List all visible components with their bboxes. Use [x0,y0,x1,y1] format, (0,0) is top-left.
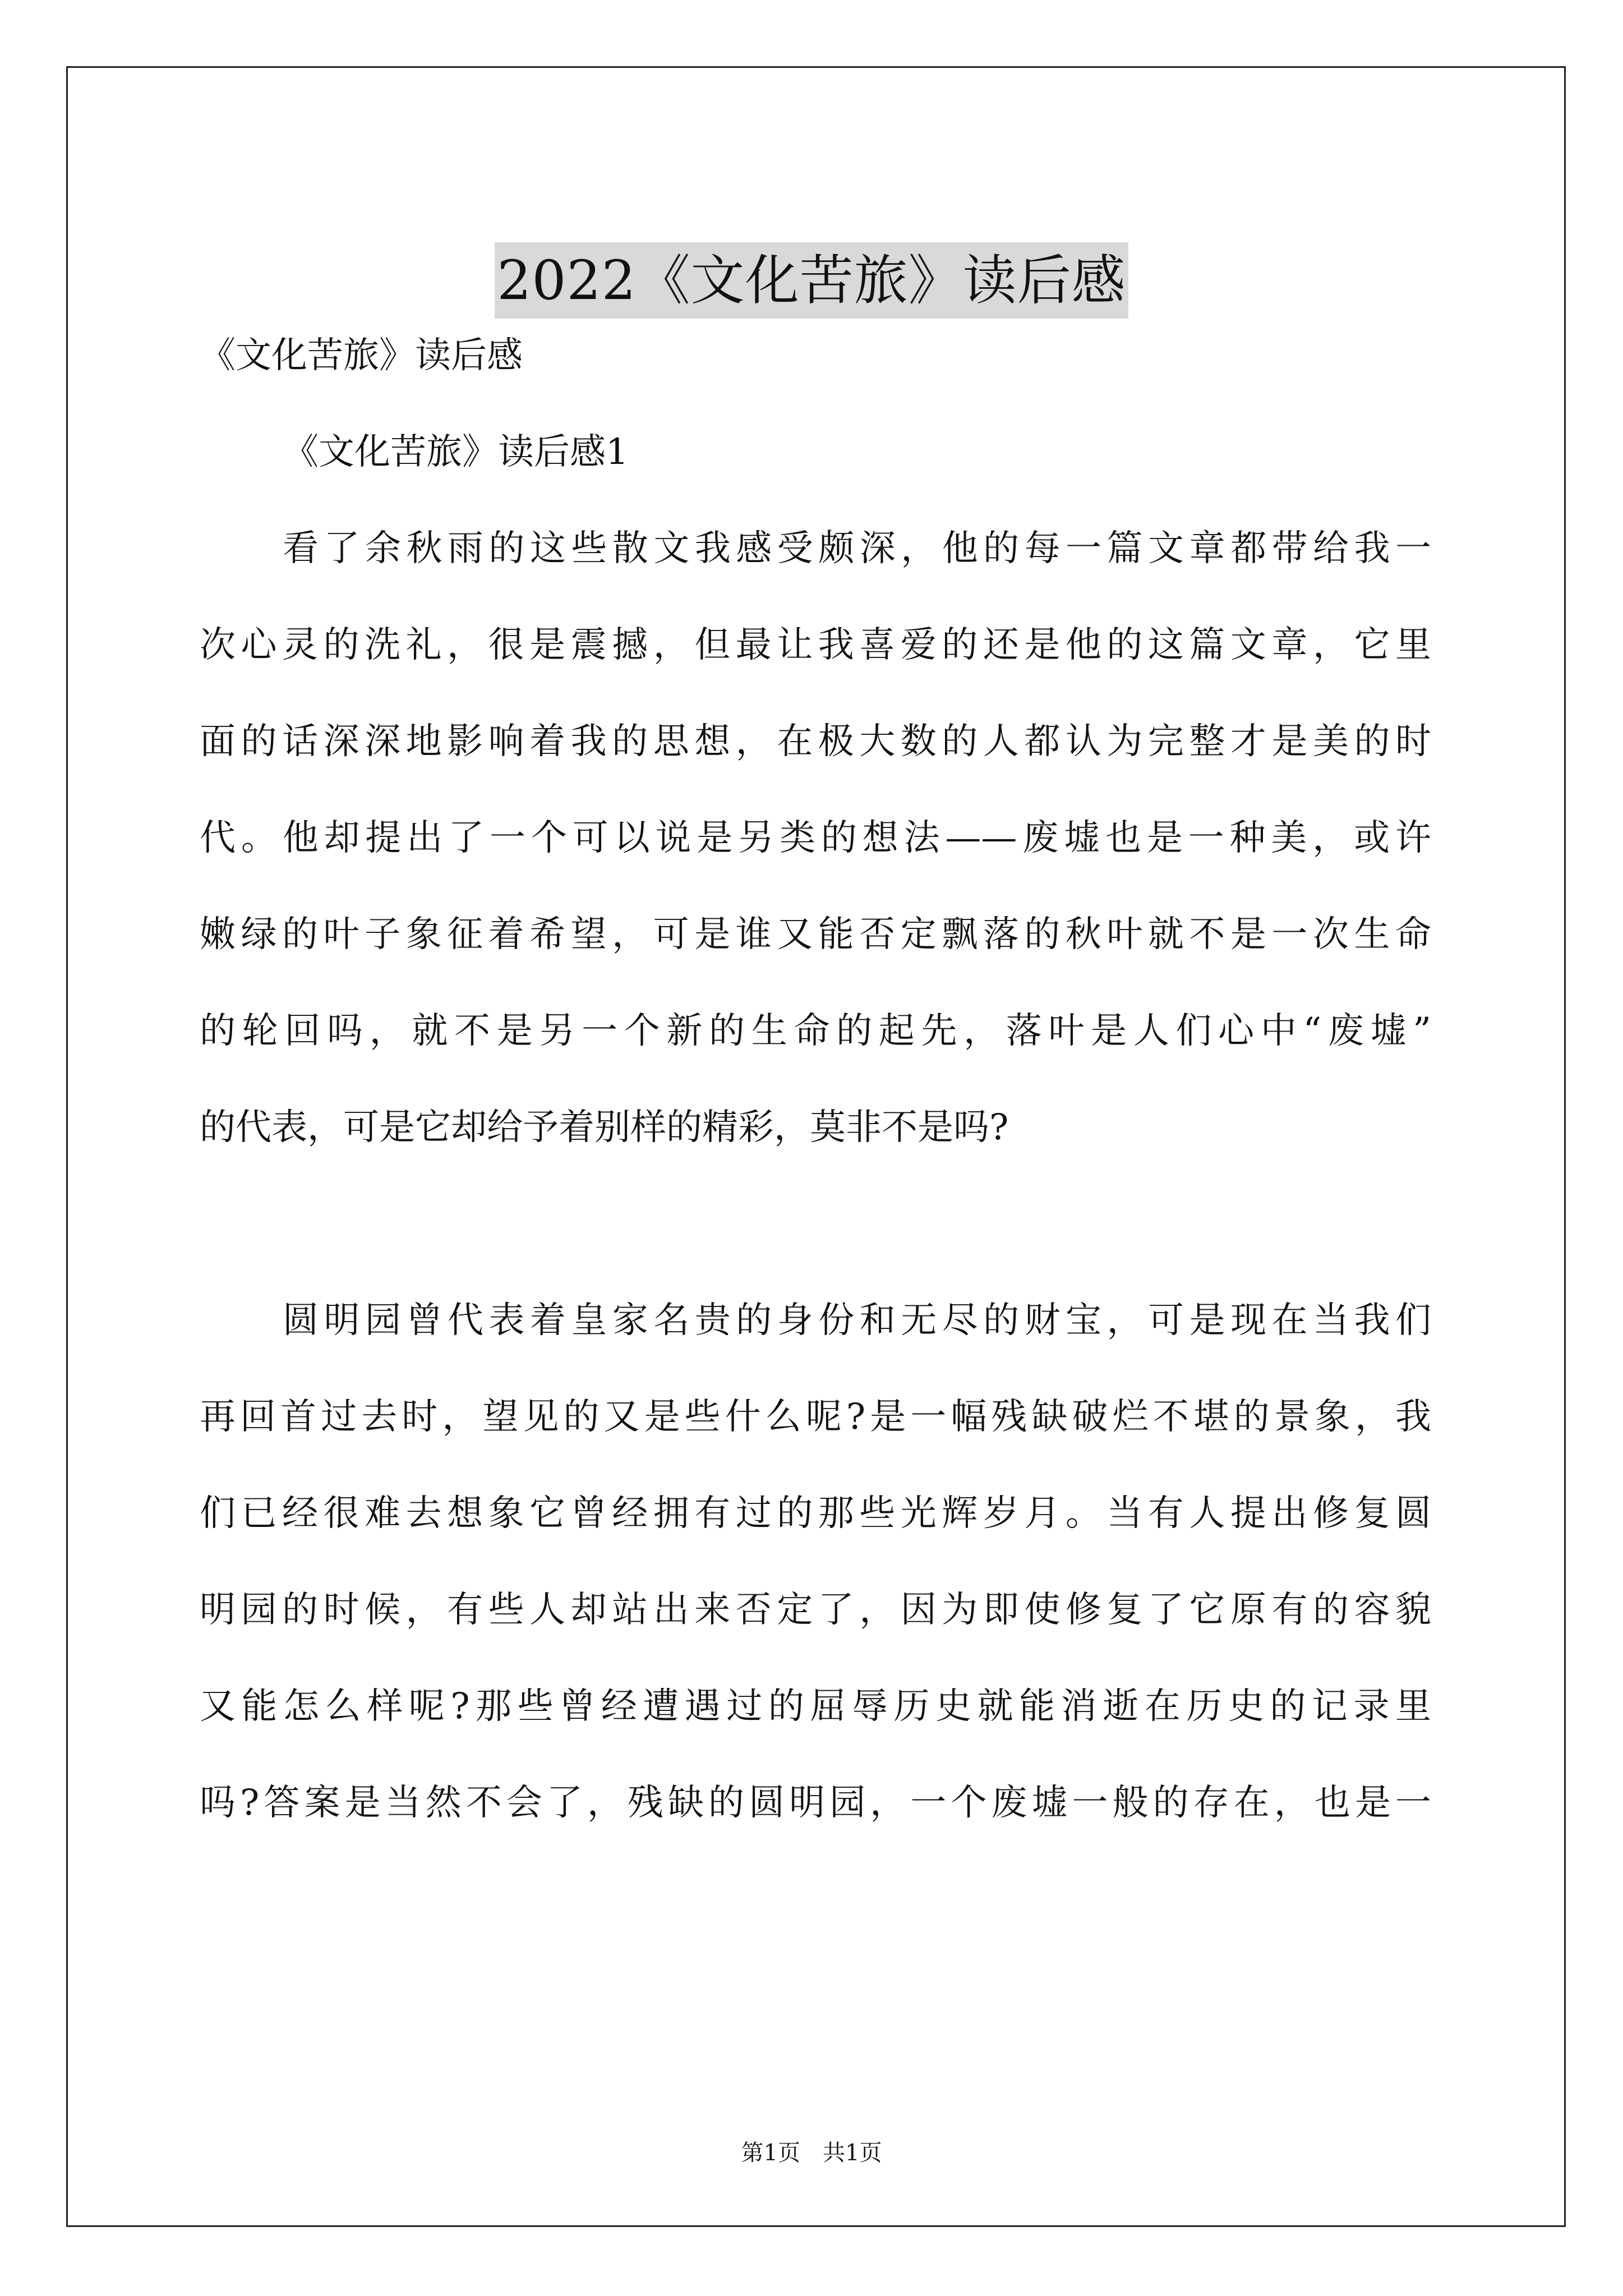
paragraph-2 [200,1272,1431,1851]
document-body [200,307,1431,1851]
essay-heading: 《文化苦旅》读后感 [200,335,523,376]
paragraph-line: 次心灵的洗礼，很是震撼，但最让我喜爱的还是他的这篇文章，它里 [200,624,1431,666]
paragraph-gap [200,1176,1431,1272]
paragraph-line: 明园的时候，有些人却站出来否定了，因为即使修复了它原有的容貌 [200,1589,1431,1631]
paragraph-line: 嫩绿的叶子象征着希望，可是谁又能否定飘落的秋叶就不是一次生命 [200,914,1431,955]
paragraph-line: 面的话深深地影响着我的思想，在极大数的人都认为完整才是美的时 [200,721,1431,762]
page-footer [0,2137,1623,2169]
page-number: 第1页 [741,2140,800,2166]
page-total: 共1页 [823,2140,882,2166]
paragraph-line: 又能怎么样呢?那些曾经遭遇过的屈辱历史就能消逝在历史的记录里 [200,1686,1431,1727]
paragraph-line: 看了余秋雨的这些散文我感受颇深，他的每一篇文章都带给我一 [283,528,1431,569]
paragraph-1 [200,500,1431,1176]
paragraph-line: 们已经很难去想象它曾经拥有过的那些光辉岁月。当有人提出修复圆 [200,1493,1431,1534]
essay-subheading: 《文化苦旅》读后感1 [283,431,629,473]
paragraph-line: 圆明园曾代表着皇家名贵的身份和无尽的财宝，可是现在当我们 [283,1300,1431,1341]
paragraph-line: 的代表，可是它却给予着别样的精彩，莫非不是吗? [200,1107,1009,1148]
document-title: 2022《文化苦旅》读后感 [495,242,1128,319]
paragraph-line: 的轮回吗，就不是另一个新的生命的起先，落叶是人们心中“废墟” [200,1010,1431,1052]
paragraph-line: 吗?答案是当然不会了，残缺的圆明园，一个废墟一般的存在，也是一 [200,1782,1431,1824]
paragraph-line: 代。他却提出了一个可以说是另类的想法——废墟也是一种美，或许 [200,817,1431,859]
paragraph-line: 再回首过去时，望见的又是些什么呢?是一幅残缺破烂不堪的景象，我 [200,1396,1431,1438]
